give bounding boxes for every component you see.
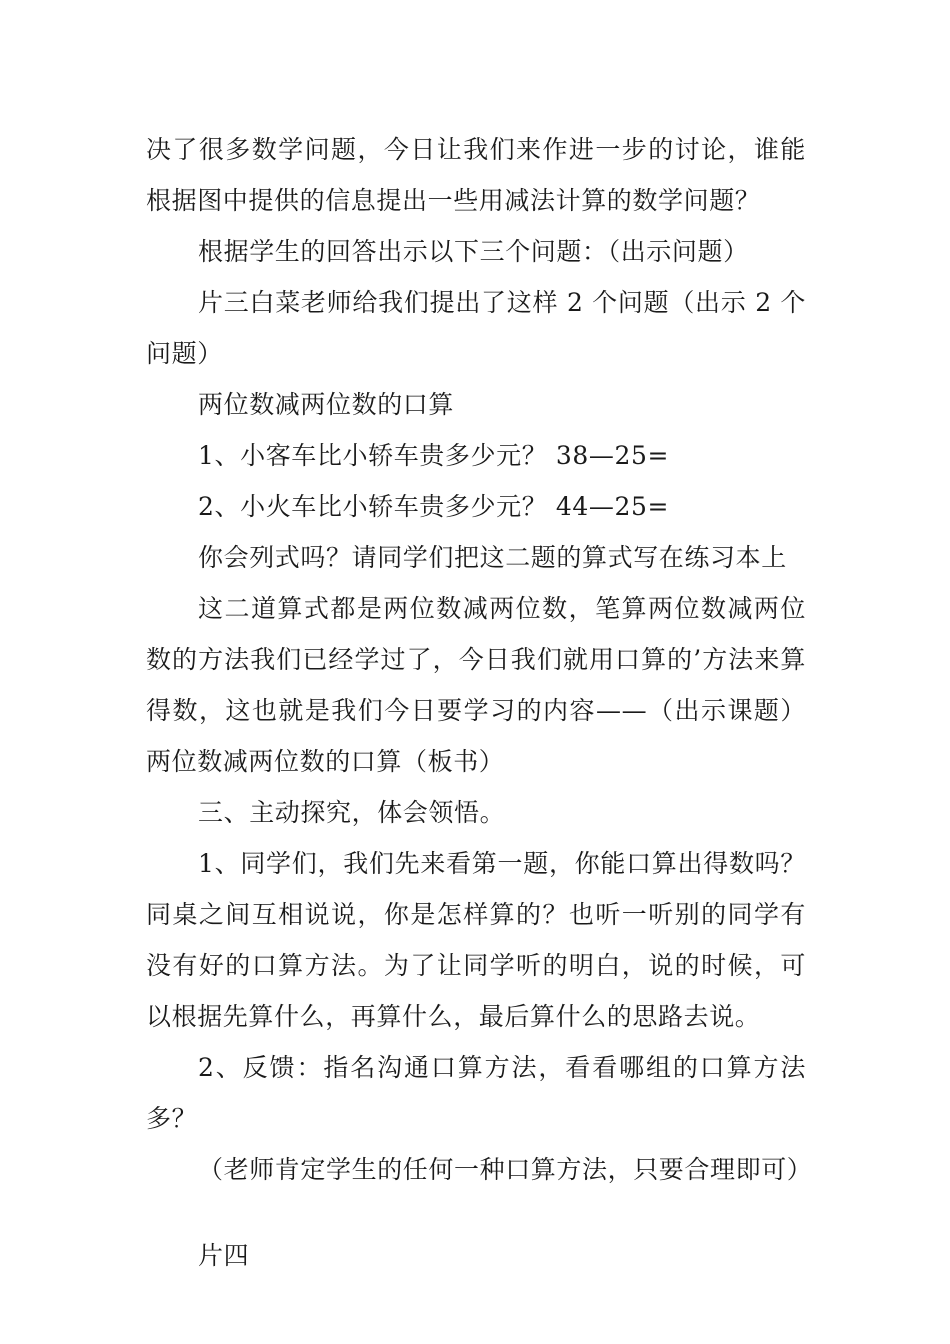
paragraph-teacher-note: （老师肯定学生的任何一种口算方法，只要合理即可） xyxy=(198,1155,813,1184)
paragraph-show-questions: 根据学生的回答出示以下三个问题：（出示问题） xyxy=(198,237,749,266)
paragraph-step-2: 2、反馈：指名沟通口算方法，看看哪组的口算方法多？ xyxy=(146,1053,806,1133)
paragraph-write-formula: 你会列式吗？请同学们把这二题的算式写在练习本上 xyxy=(198,543,787,572)
document-body xyxy=(146,124,813,1281)
paragraph-question-2: 2、小火车比小轿车贵多少元？ 44—25= xyxy=(198,492,670,521)
paragraph-lesson-intro: 这二道算式都是两位数减两位数，笔算两位数减两位数的方法我们已经学过了，今日我们就用口算的’方法来算得数，这也就是我们今日要学习的内容——（出示课题）两位数减两位数的口算（板书） xyxy=(146,594,806,776)
paragraph-question-1: 1、小客车比小轿车贵多少元？ 38—25= xyxy=(198,441,670,470)
paragraph-subtitle: 两位数减两位数的口算 xyxy=(198,390,455,419)
paragraph-teacher-questions: 片三白菜老师给我们提出了这样 2 个问题（出示 2 个问题） xyxy=(146,288,806,368)
paragraph-continued-question: 决了很多数学问题，今日让我们来作进一步的讨论，谁能根据图中提供的信息提出一些用减法计算的数学问题？ xyxy=(146,135,806,215)
paragraph-slide-four: 片四 xyxy=(198,1241,250,1270)
paragraph-step-1: 1、同学们，我们先来看第一题，你能口算出得数吗？同桌之间互相说说，你是怎样算的？也听一听别的同学有没有好的口算方法。为了让同学听的明白，说的时候，可以根据先算什么，再算什么，最后算什么的思路去说。 xyxy=(146,849,806,1031)
paragraph-section-three: 三、主动探究，体会领悟。 xyxy=(198,798,506,827)
